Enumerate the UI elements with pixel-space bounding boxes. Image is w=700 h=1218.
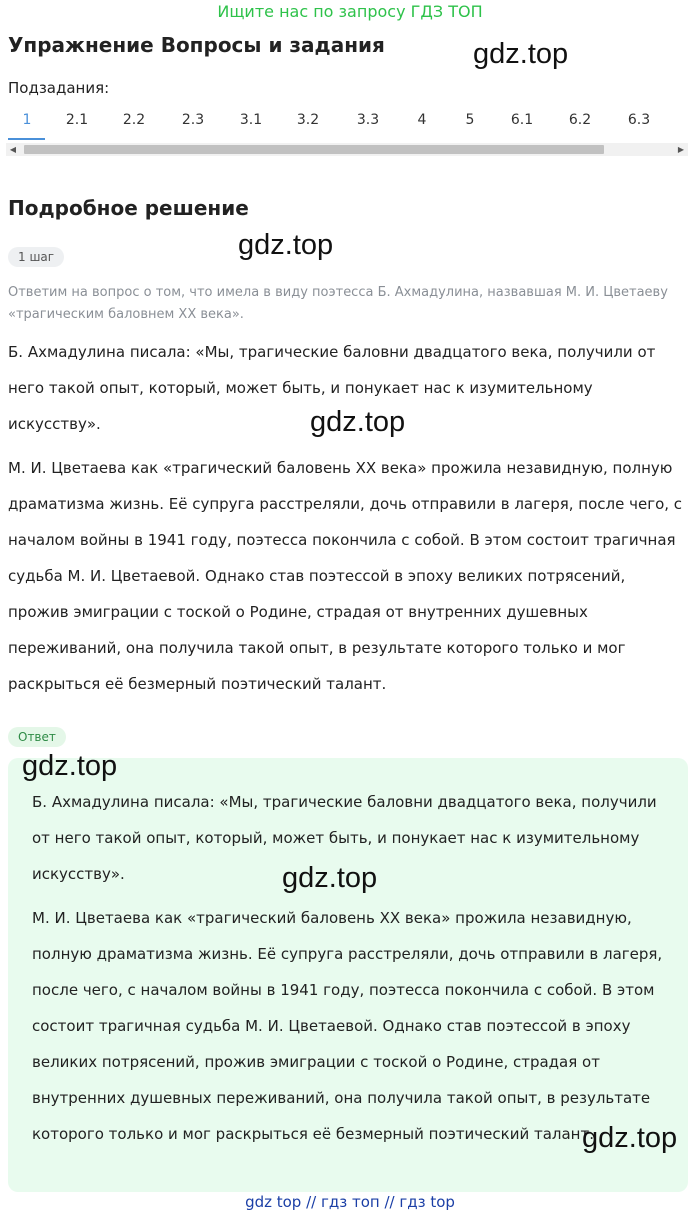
- tab-subtask-3-2[interactable]: 3.2: [296, 112, 320, 128]
- tabs-scrollbar[interactable]: [6, 143, 688, 156]
- step-badge: 1 шаг: [8, 247, 64, 267]
- scroll-right-icon[interactable]: ▶: [677, 145, 685, 154]
- exercise-title: Упражнение Вопросы и задания: [8, 33, 385, 57]
- solution-title: Подробное решение: [8, 196, 249, 220]
- tab-subtask-6-1[interactable]: 6.1: [510, 112, 534, 128]
- scroll-left-icon[interactable]: ◀: [9, 145, 17, 154]
- active-tab-indicator: [8, 138, 45, 140]
- watermark: gdz.top: [282, 862, 378, 894]
- footer-links[interactable]: gdz top // гдз топ // гдз top: [245, 1193, 455, 1211]
- watermark: gdz.top: [582, 1122, 678, 1154]
- tab-subtask-6-2[interactable]: 6.2: [568, 112, 592, 128]
- solution-paragraph-2: М. И. Цветаева как «трагический баловень XX века» прожила незавидную, полную драматизма жизнь. Её супруга расстреляли, дочь отправили в лагеря, после чего, с началом войны в 1941 году, поэтесса покончила с собой. В этом состоит трагичная судьба М. И. Цветаевой. Однако став поэтессой в эпоху великих потрясений, прожив эмиграции с тоской о Родине, страдая от внутренних душевных переживаний, она получила такой опыт, в результате которого только и мог раскрыться её безмерный поэтический талант.: [8, 459, 683, 693]
- search-banner: Ищите нас по запросу ГДЗ ТОП: [217, 2, 483, 21]
- tab-subtask-2-1[interactable]: 2.1: [65, 112, 89, 128]
- tab-subtask-2-2[interactable]: 2.2: [122, 112, 146, 128]
- scrollbar-thumb[interactable]: [24, 145, 604, 154]
- answer-paragraph-2: М. И. Цветаева как «трагический баловень XX века» прожила незавидную, полную драматизма жизнь. Её супруга расстреляли, дочь отправили в лагеря, после чего, с началом войны в 1941 году, поэтесса покончила с собой. В этом состоит трагичная судьба М. И. Цветаевой. Однако став поэтессой в эпоху великих потрясений, прожив эмиграции с тоской о Родине, страдая от внутренних душевных переживаний, она получила такой опыт, в результате которого только и мог раскрыться её безмерный поэтический талант.: [32, 909, 663, 1143]
- watermark: gdz.top: [473, 38, 569, 70]
- tab-subtask-3-1[interactable]: 3.1: [239, 112, 263, 128]
- step-question: Ответим на вопрос о том, что имела в виду поэтесса Б. Ахмадулина, назвавшая М. И. Цветаеву «трагическим баловнем XX века».: [8, 285, 668, 322]
- tab-subtask-2-3[interactable]: 2.3: [181, 112, 205, 128]
- watermark: gdz.top: [238, 229, 334, 261]
- tab-subtask-1[interactable]: 1: [22, 112, 32, 128]
- tab-subtask-3-3[interactable]: 3.3: [356, 112, 380, 128]
- answer-paragraph-1: Б. Ахмадулина писала: «Мы, трагические баловни двадцатого века, получили от него такой опыт, который, может быть, и понукает нас к изумительному искусству».: [32, 793, 657, 883]
- watermark: gdz.top: [310, 406, 406, 438]
- watermark: gdz.top: [22, 750, 118, 782]
- solution-paragraph-1: Б. Ахмадулина писала: «Мы, трагические баловни двадцатого века, получили от него такой опыт, который, может быть, и понукает нас к изумительному искусству».: [8, 343, 656, 433]
- tab-subtask-4[interactable]: 4: [417, 112, 427, 128]
- tab-subtask-5[interactable]: 5: [465, 112, 475, 128]
- tab-subtask-6-3[interactable]: 6.3: [627, 112, 651, 128]
- subtasks-label: Подзадания:: [8, 79, 110, 97]
- answer-badge: Ответ: [8, 727, 66, 747]
